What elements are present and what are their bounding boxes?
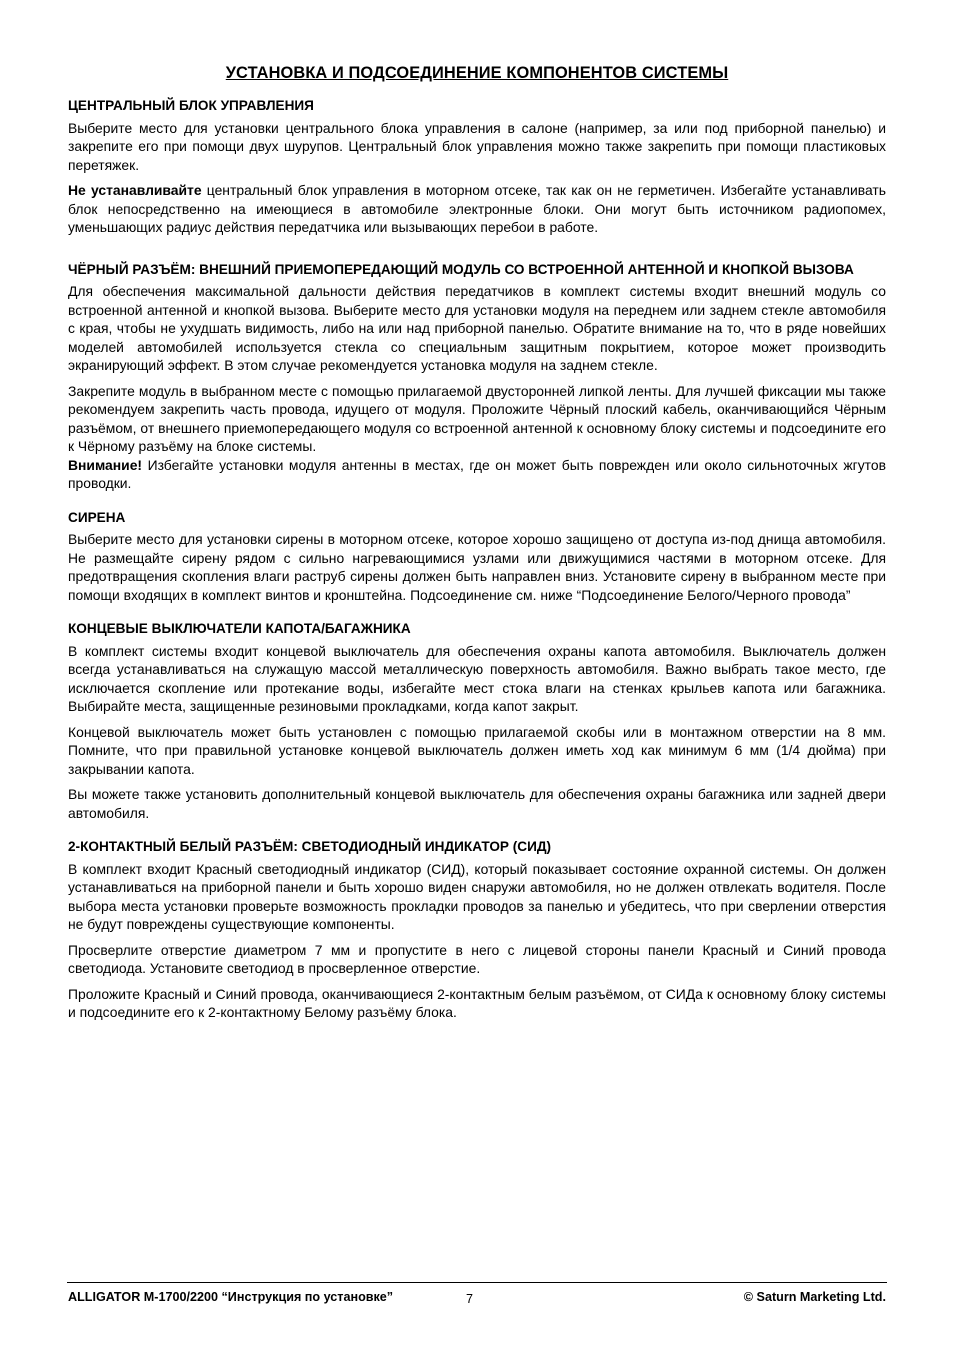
section-heading: 2-КОНТАКТНЫЙ БЕЛЫЙ РАЗЪЁМ: СВЕТОДИОДНЫЙ ИНДИКАТОР (СИД) (68, 839, 552, 854)
section-heading: ЧЁРНЫЙ РАЗЪЁМ: ВНЕШНИЙ ПРИЕМОПЕРЕДАЮЩИЙ МОДУЛЬ СО ВСТРОЕННОЙ АНТЕННОЙ И КНОПКОЙ ВЫЗОВА (68, 261, 854, 277)
warning-lead: Внимание! (68, 456, 143, 473)
section-heading: КОНЦЕВЫЕ ВЫКЛЮЧАТЕЛИ КАПОТА/БАГАЖНИКА (68, 621, 411, 636)
paragraph: Проложите Красный и Синий провода, оканчивающиеся 2-контактным белым разъёмом, от СИДа к основному блоку системы и подсоедините его к 2-контактному Белому разъёму блока. (68, 985, 886, 1020)
page-title: УСТАНОВКА И ПОДСОЕДИНЕНИЕ КОМПОНЕНТОВ СИСТЕМЫ (225, 64, 729, 82)
page-content (68, 64, 886, 1038)
section-antenna-module (68, 261, 886, 493)
paragraph: Для обеспечения максимальной дальности действия передатчиков в комплект системы входит внешний модуль со встроенной антенной и кнопкой вызова. Выберите место для установки модуля на переднем или заднем стекле автомобиля с края, чтобы не ухудшать видимость, либо на или над приборной панелью. Обратите внимание на то, что в ряде новейших моделей автомобилей используется стекла со специальным защитным покрытием, которое может производить экранирующий эффект. В этом случае рекомендуется установка модуля на заднем стекле. (68, 283, 886, 373)
footer-divider (67, 1282, 887, 1283)
page-number: 7 (466, 1292, 474, 1306)
section-hood-switches (68, 620, 886, 822)
paragraph-text: Избегайте установки модуля антенны в местах, где он может быть поврежден или около сильноточных жгутов проводки. (68, 456, 886, 491)
section-heading: СИРЕНА (68, 509, 126, 525)
section-led-indicator (68, 838, 886, 1022)
paragraph (68, 181, 886, 237)
paragraph-text: центральный блок управления в моторном отсеке, так как он не герметичен. Избегайте устанавливать блок непосредственно на имеющиеся в автомобиле электронные блоки. Они могут быть источником радиопомех, уменьшающих радиус действия передатчика или вызывающих перебои в работе. (68, 182, 886, 235)
paragraph: Концевой выключатель может быть установлен с помощью прилагаемой скобы или в монтажном отверстии на 8 мм. Помните, что при правильной установке концевой выключатель должен иметь ход как минимум 6 мм (1/4 дюйма) при закрывании капота. (68, 723, 886, 777)
paragraph: Закрепите модуль в выбранном месте с помощью прилагаемой двусторонней липкой ленты. Для лучшей фиксации мы также рекомендуем закрепить часть провода, идущего от модуля. Проложите Чёрный плоский кабель, оканчивающийся Чёрным разъёмом, от внешнего приемопередающего модуля со встроенной антенной к основному блоку системы и подсоедините его к Чёрному разъёму на блоке системы. (68, 382, 886, 454)
paragraph: Вы можете также установить дополнительный концевой выключатель для обеспечения охраны багажника или задней двери автомобиля. (68, 786, 886, 821)
paragraph: Выберите место для установки центрального блока управления в салоне (например, за или под приборной панелью) и закрепите его при помощи двух шурупов. Центральный блок управления можно также закрепить при помощи пластиковых перетяжек. (68, 119, 886, 173)
footer-document-title: ALLIGATOR M-1700/2200 “Инструкция по установке” (68, 1290, 394, 1304)
section-central-unit (68, 97, 886, 237)
paragraph: В комплект входит Красный светодиодный индикатор (СИД), который показывает состояние охранной системы. Он должен устанавливаться на приборной панели и быть хорошо виден снаружи автомобиля, но не должен отвлекать водителя. После выбора места установки проверьте возможность прокладки проводов за панелью и убедитесь, что при сверлении отверстия не будут повреждены существующие компоненты. (68, 860, 886, 932)
paragraph (68, 456, 886, 493)
paragraph: В комплект системы входит концевой выключатель для обеспечения охраны капота автомобиля. Выключатель должен всегда устанавливаться на служащую массой металлическую поверхность автомобиля. Важно выбрать такое место, где исключается скопление или протекание воды, избегайте мест стока влаги на стенках крыльев капота или багажника. Выбирайте места, защищенные резиновыми прокладками, когда капот закрыт. (68, 642, 886, 714)
paragraph: Выберите место для установки сирены в моторном отсеке, которое хорошо защищено от доступа из-под днища автомобиля. Не размещайте сирену рядом с сильно нагревающимися узлами или движущимися частями в моторном отсеке. Для предотвращения скопления влаги раструб сирены должен быть направлен вниз. Установите сирену в выбранном месте при помощи входящих в комплект винтов и кронштейна. Подсоединение см. ниже “Подсоединение Белого/Черного провода” (68, 531, 886, 603)
section-heading: ЦЕНТРАЛЬНЫЙ БЛОК УПРАВЛЕНИЯ (68, 98, 314, 113)
footer-copyright: © Saturn Marketing Ltd. (743, 1290, 886, 1304)
bold-lead: Не устанавливайте (68, 182, 202, 198)
paragraph: Просверлите отверстие диаметром 7 мм и пропустите в него с лицевой стороны панели Красный и Синий провода светодиода. Установите светодиод в просверленное отверстие. (68, 941, 886, 976)
section-siren (68, 509, 886, 605)
